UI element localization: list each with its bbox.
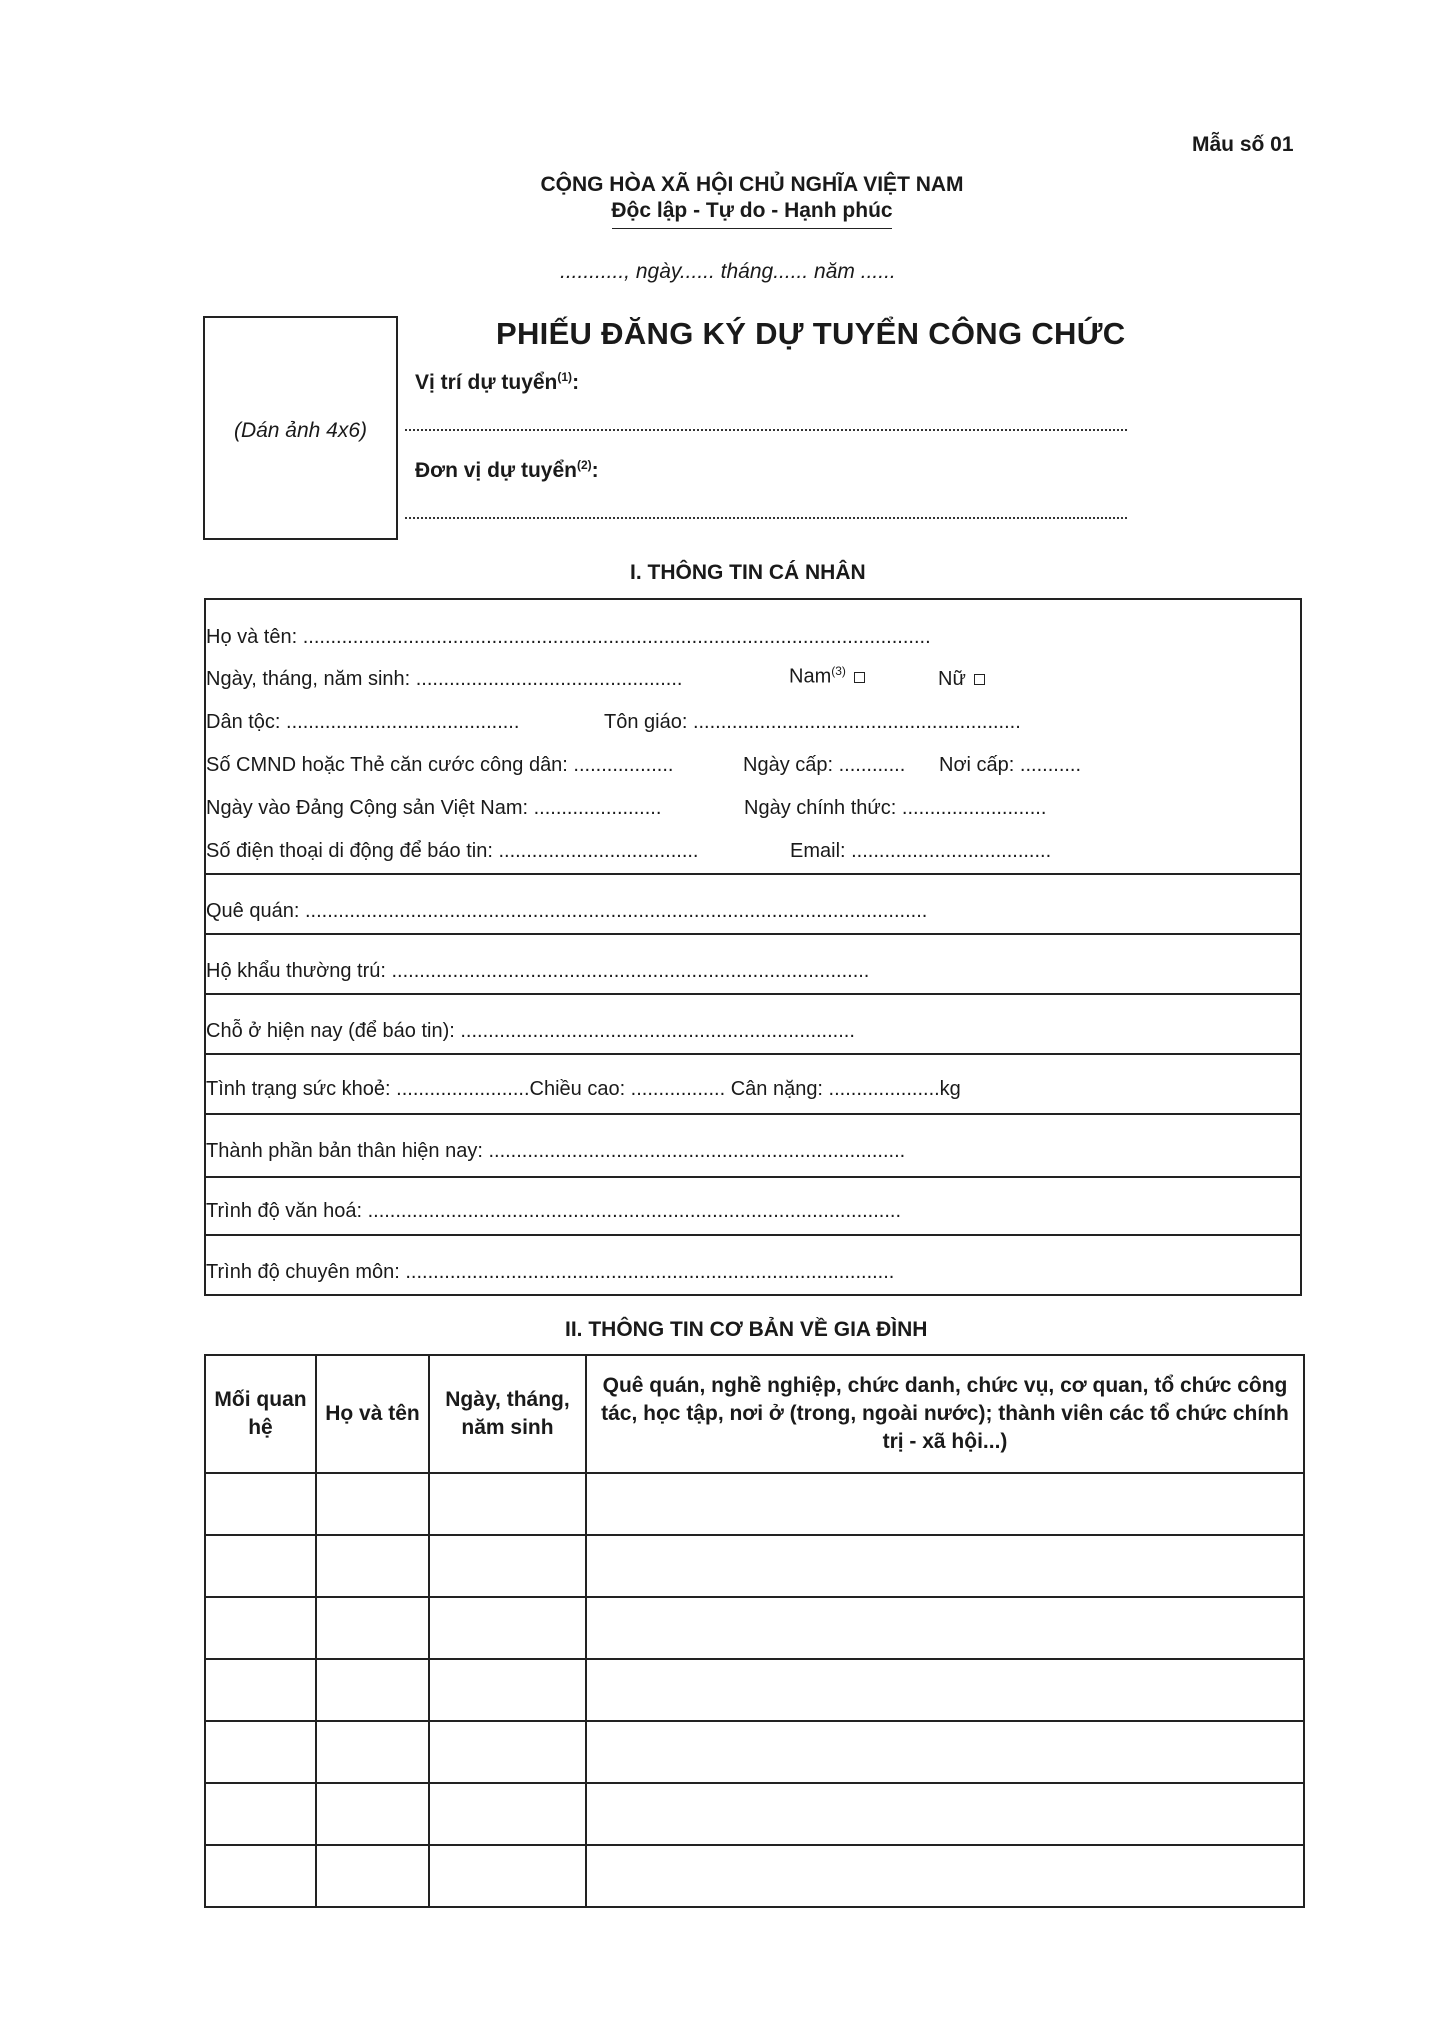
current-address-field[interactable]: Chỗ ở hiện nay (để báo tin): ....................................................................... [206,1020,855,1042]
table-cell[interactable] [586,1721,1304,1783]
table-cell[interactable] [316,1473,429,1535]
table-cell[interactable] [429,1845,586,1907]
row-divider [206,1053,1300,1055]
table-cell[interactable] [429,1473,586,1535]
table-cell[interactable] [316,1597,429,1659]
table-cell[interactable] [316,1721,429,1783]
nation-name: CỘNG HÒA XÃ HỘI CHỦ NGHĨA VIỆT NAM [540,173,964,196]
male-checkbox[interactable] [854,672,865,683]
row-divider [206,873,1300,875]
religion-field[interactable]: Tôn giáo: ........................................................... [604,711,1021,733]
table-cell[interactable] [586,1783,1304,1845]
full-name-field[interactable]: Họ và tên: ................................................................................................................. [206,626,931,648]
row-divider [206,1113,1300,1115]
female-label: Nữ [938,668,966,690]
education-field[interactable]: Trình độ văn hoá: ................................................................................................ [206,1200,902,1222]
table-cell[interactable] [586,1535,1304,1597]
male-label: Nam [789,665,832,688]
ethnicity-field[interactable]: Dân tộc: .......................................... [206,711,520,733]
table-row [205,1845,1304,1907]
table-cell[interactable] [586,1659,1304,1721]
table-cell[interactable] [429,1535,586,1597]
unit-note: (2) [576,458,592,472]
hometown-field[interactable]: Quê quán: ................................................................................................................ [206,900,928,922]
position-label [415,370,579,395]
table-cell[interactable] [205,1597,316,1659]
table-cell[interactable] [586,1473,1304,1535]
table-cell[interactable] [316,1659,429,1721]
dob-field[interactable]: Ngày, tháng, năm sinh: ................................................ [206,668,683,690]
gender-male [789,664,865,689]
table-cell[interactable] [205,1659,316,1721]
phone-field[interactable]: Số điện thoại di động để báo tin: .................................... [206,840,699,862]
table-cell[interactable] [316,1535,429,1597]
table-row [205,1597,1304,1659]
id-card-field[interactable]: Số CMND hoặc Thẻ căn cước công dân: .................. [206,754,674,776]
specialty-field[interactable]: Trình độ chuyên môn: ........................................................................................ [206,1261,895,1283]
unit-input[interactable] [405,517,1127,519]
table-cell[interactable] [586,1845,1304,1907]
table-cell[interactable] [205,1721,316,1783]
section-personal-title: I. THÔNG TIN CÁ NHÂN [630,561,866,584]
table-row [205,1783,1304,1845]
table-cell[interactable] [316,1783,429,1845]
row-divider [206,993,1300,995]
background-field[interactable]: Thành phần bản thân hiện nay: ........................................................................... [206,1140,906,1162]
unit-label-text: Đơn vị dự tuyển [415,459,577,482]
national-motto: Độc lập - Tự do - Hạnh phúc [611,199,893,222]
family-table [204,1354,1305,1908]
gender-female [938,668,985,691]
party-date-field[interactable]: Ngày vào Đảng Cộng sản Việt Nam: ....................... [206,797,662,819]
table-cell[interactable] [316,1845,429,1907]
table-cell[interactable] [429,1597,586,1659]
table-row [205,1535,1304,1597]
health-field[interactable]: Tình trạng sức khoẻ: ........................Chiều cao: ................. Cân nặng: ....................kg [206,1078,961,1100]
section-family-title: II. THÔNG TIN CƠ BẢN VỀ GIA ĐÌNH [565,1318,928,1341]
table-cell[interactable] [429,1721,586,1783]
unit-label [415,458,599,483]
row-divider [206,1176,1300,1178]
table-cell[interactable] [429,1659,586,1721]
residence-field[interactable]: Hộ khẩu thường trú: ...................................................................................... [206,960,870,982]
photo-label: (Dán ảnh 4x6) [233,419,368,442]
col-birth-date: Ngày, tháng, năm sinh [429,1355,586,1473]
col-full-name: Họ và tên [316,1355,429,1473]
family-table-header [205,1355,1304,1473]
table-cell[interactable] [429,1783,586,1845]
issue-date-field[interactable]: Ngày cấp: ............ [743,754,906,776]
official-date-field[interactable]: Ngày chính thức: .......................... [744,797,1047,819]
male-note: (3) [831,664,846,678]
email-field[interactable]: Email: .................................... [790,840,1052,862]
unit-colon: : [591,459,599,482]
row-divider [206,933,1300,935]
date-line: ..........., ngày...... tháng...... năm ...... [560,260,896,283]
female-checkbox[interactable] [974,674,985,685]
table-row [205,1473,1304,1535]
table-cell[interactable] [205,1535,316,1597]
form-title: PHIẾU ĐĂNG KÝ DỰ TUYỂN CÔNG CHỨC [496,316,1126,351]
col-relationship: Mối quan hệ [205,1355,316,1473]
position-colon: : [572,371,580,394]
photo-box[interactable] [203,316,398,540]
table-cell[interactable] [586,1597,1304,1659]
form-number: Mẫu số 01 [1192,133,1294,156]
position-label-text: Vị trí dự tuyển [415,371,558,394]
table-row [205,1659,1304,1721]
table-cell[interactable] [205,1473,316,1535]
table-cell[interactable] [205,1783,316,1845]
row-divider [206,1234,1300,1236]
table-row [205,1721,1304,1783]
personal-info-box [204,598,1302,1296]
table-cell[interactable] [205,1845,316,1907]
col-details: Quê quán, nghề nghiệp, chức danh, chức vụ, cơ quan, tổ chức công tác, học tập, nơi ở (trong, ngoài nước); thành viên các tổ chức chính trị - xã hội...) [586,1355,1304,1473]
position-note: (1) [557,370,573,384]
motto-underline [612,228,892,229]
position-input[interactable] [405,429,1127,431]
issue-place-field[interactable]: Nơi cấp: ........... [939,754,1082,776]
